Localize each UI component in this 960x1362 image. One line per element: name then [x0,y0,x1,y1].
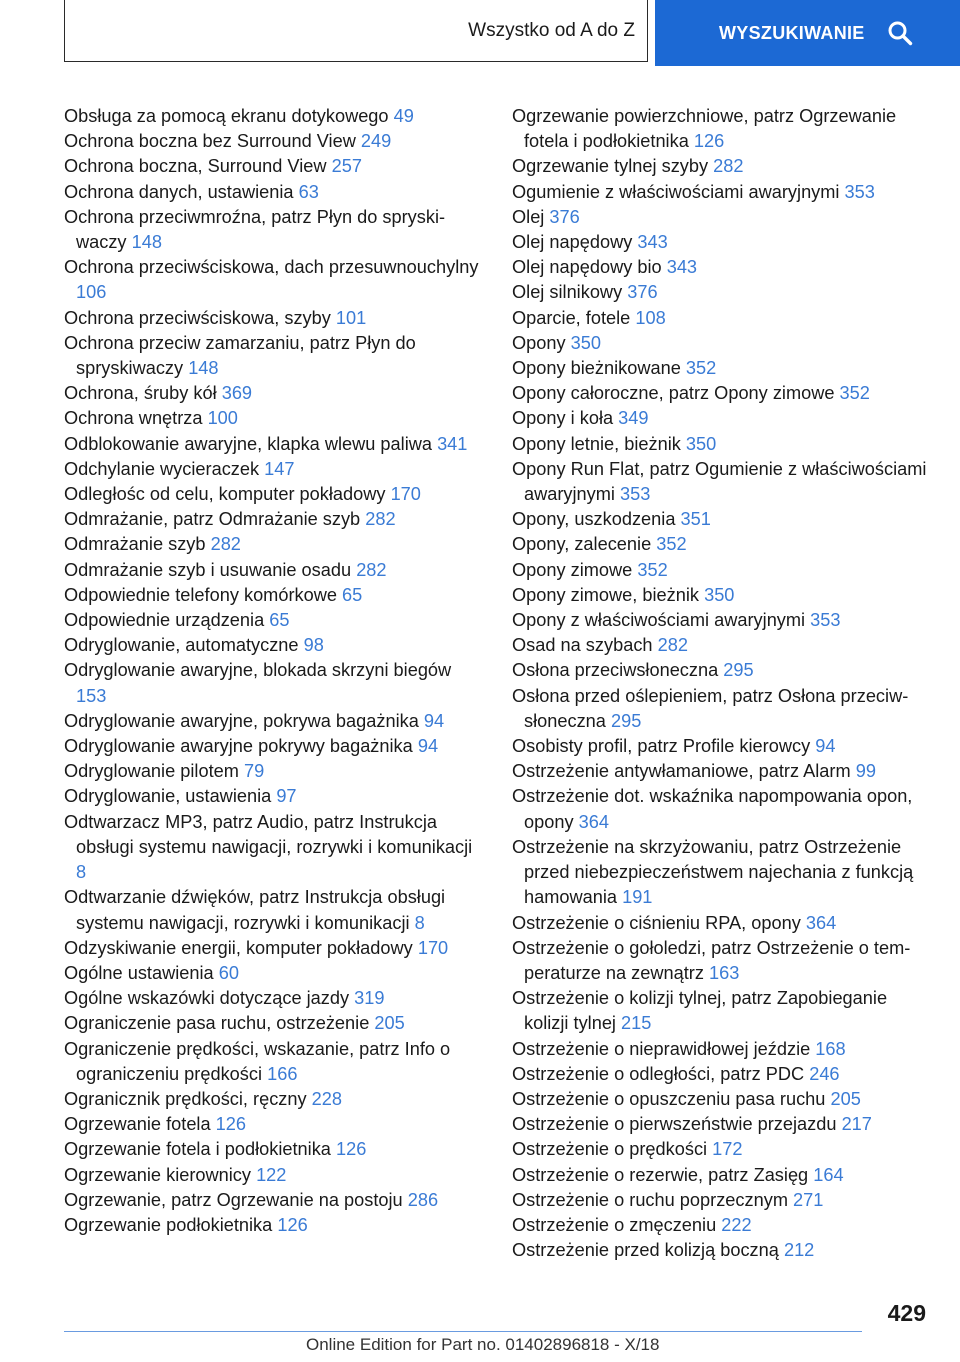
index-entry-text: Odmrażanie, patrz Odmrażanie szyb [64,509,361,530]
tab-search-label: WYSZUKIWANIE [719,22,865,43]
tab-search[interactable] [655,0,960,66]
index-entry-text: Osłona przed oślepieniem, patrz Osłona przeciwsłoneczna [512,685,909,731]
index-entry [64,432,484,457]
page-link[interactable]: 148 [131,232,162,253]
page-link[interactable]: 98 [303,635,324,656]
index-entry [512,835,932,911]
index-entry [64,1011,484,1036]
index-entry-text: Ostrzeżenie na skrzyżowaniu, patrz Ostrzeżenie przed niebezpieczeństwem najechania z funkcją hamowania [512,836,914,908]
index-entry-text: Odryglowanie, automatyczne [64,635,299,656]
index-entry [64,205,484,255]
page-link[interactable]: 212 [783,1240,815,1261]
tab-a-to-z[interactable] [64,0,648,62]
index-entry-text: Ostrzeżenie o opuszczeniu pasa ruchu [512,1088,826,1109]
page-link[interactable]: 205 [374,1013,405,1034]
index-entry-text: Odryglowanie pilotem [64,761,239,782]
index-entry [512,230,932,255]
index-column-right [512,104,932,1263]
index-entry [64,1137,484,1162]
page-link[interactable]: 65 [342,584,363,605]
index-entry [512,734,932,759]
index-entry [64,658,484,708]
index-entry-text: Odryglowanie, ustawienia [64,786,272,807]
index-entry [512,1238,932,1263]
index-entry-text: Ostrzeżenie o rezerwie, patrz Zasięg [512,1164,809,1185]
page-link[interactable]: 350 [570,332,602,353]
index-entry [64,936,484,961]
index-entry-text: Ogrzewanie kierownicy [64,1164,251,1185]
index-entry [512,457,932,507]
page-link[interactable]: 168 [815,1038,846,1059]
index-entry-text: Opony z właściwościami awaryjnymi [512,610,806,631]
page-link[interactable]: 257 [331,156,362,177]
index-entry-text: Ogrzewanie powierzchniowe, patrz Ogrzewanie fotela i podłokietnika [512,106,897,152]
index-entry-text: Ochrona przeciw zamarzaniu, patrz Płyn do spryskiwaczy [64,332,416,379]
index-entry-text: Osad na szybach [512,635,653,656]
index-entry [512,255,932,280]
index-entry-text: Odmrażanie szyb i usuwanie osadu [64,559,352,580]
index-entry-text: Opony całoroczne, patrz Opony zimowe [512,383,835,404]
index-entry-text: Ostrzeżenie przed kolizją boczną [512,1240,779,1261]
index-entry-text: Opony [512,332,566,353]
page-link[interactable]: 282 [657,635,688,656]
index-entry-text: Opony, zalecenie [512,534,652,555]
index-entry [64,986,484,1011]
page-link[interactable]: 8 [414,912,425,933]
index-entry [512,1087,932,1112]
index-entry [512,911,932,936]
index-entry [64,129,484,154]
page-link[interactable]: 8 [76,862,87,883]
index-entry [64,306,484,331]
index-entry-text: Odtwarzanie dźwięków, patrz Instrukcja obsługi systemu nawigacji, rozrywki i komunikacji [64,887,446,933]
index-entry [512,432,932,457]
index-entry-text: Obsługa za pomocą ekranu dotykowego [64,106,389,126]
index-entry-text: Ochrona boczna bez Surround View [64,131,356,152]
index-entry-text: Ostrzeżenie dot. wskaźnika napompowania opon, opony [512,786,913,832]
page-link[interactable]: 191 [622,887,653,908]
index-entry-text: Olej napędowy [512,232,633,253]
index-entry [64,104,484,129]
index-entry-text: Odchylanie wycieraczek [64,458,260,479]
page-link[interactable]: 353 [620,484,651,505]
page-link[interactable]: 222 [721,1214,752,1235]
page-link[interactable]: 163 [709,962,740,983]
index-column-left [64,104,484,1238]
page-link[interactable]: 108 [635,307,666,328]
page-link[interactable]: 106 [76,282,107,303]
page-link[interactable]: 172 [712,1139,743,1160]
index-entry-text: Olej silnikowy [512,282,623,303]
index-entry-text: Ostrzeżenie o ciśnieniu RPA, opony [512,912,801,933]
index-entry [512,936,932,986]
index-entry-text: Ostrzeżenie o gołoledzi, patrz Ostrzeżenie o temperaturze na zewnątrz [512,937,911,983]
index-entry [64,810,484,886]
header-bar [0,0,960,66]
index-entry-text: Odzyskiwanie energii, komputer pokładowy [64,937,413,958]
index-entry-text: Ochrona, śruby kół [64,383,217,404]
index-entry-text: Ostrzeżenie o odległości, patrz PDC [512,1063,805,1084]
page-link[interactable]: 353 [810,610,841,631]
page-link[interactable]: 101 [335,307,367,328]
index-entry [64,1037,484,1087]
index-entry-text: Ostrzeżenie o ruchu poprzecznym [512,1189,788,1210]
index-entry-text: Ograniczenie prędkości, wskazanie, patrz Info o ograniczeniu prędkości [64,1038,451,1084]
index-entry [512,280,932,305]
page-link[interactable]: 341 [437,433,468,454]
page-link[interactable]: 94 [815,736,836,757]
index-entry-text: Ograniczenie pasa ruchu, ostrzeżenie [64,1013,370,1034]
index-entry-text: Ogumienie z właściwościami awaryjnymi [512,181,840,202]
index-entry [512,1137,932,1162]
search-icon [887,20,913,46]
index-entry-text: Opony bieżnikowane [512,358,681,379]
index-entry-text: Ochrona przeciwmroźna, patrz Płyn do spryskiwaczy [64,206,446,253]
page-link[interactable]: 147 [264,458,295,479]
page-link[interactable]: 153 [76,685,107,706]
index-entry-text: Ostrzeżenie o nieprawidłowej jeździe [512,1038,811,1059]
page-link[interactable]: 164 [813,1164,844,1185]
index-entry-text: Osobisty profil, patrz Profile kierowcy [512,736,811,757]
index-entry [64,709,484,734]
page-link[interactable]: 352 [839,383,870,404]
index-entry [64,1188,484,1213]
index-entry-text: Odtwarzacz MP3, patrz Audio, patrz Instrukcja obsługi systemu nawigacji, rozrywki i komunikacji [64,811,473,857]
index-entry-text: Ostrzeżenie antywłamaniowe, patrz Alarm [512,761,851,782]
index-entry [512,759,932,784]
page-link[interactable]: 350 [704,584,735,605]
page-link[interactable]: 94 [417,736,439,757]
page-link[interactable]: 126 [693,131,725,152]
index-entry-text: Ogrzewanie, patrz Ogrzewanie na postoju [64,1189,403,1210]
index-entry-text: Osłona przeciwsłoneczna [512,660,719,681]
index-entry [512,507,932,532]
index-entry [512,356,932,381]
page-link[interactable]: 282 [365,509,396,530]
page-link[interactable]: 228 [311,1088,343,1109]
index-entry-text: Ochrona przeciwściskowa, szyby [64,307,331,328]
index-entry [64,608,484,633]
index-entry [512,1188,932,1213]
index-entry [512,558,932,583]
page-link[interactable]: 99 [855,761,876,782]
index-entry [512,583,932,608]
index-entry [512,406,932,431]
page-link[interactable]: 350 [685,433,717,454]
index-entry [64,532,484,557]
index-entry [512,180,932,205]
page-link[interactable]: 63 [298,181,319,202]
index-entry-text: Odmrażanie szyb [64,534,206,555]
index-entry-text: Ochrona danych, ustawienia [64,181,294,202]
page-link[interactable]: 282 [356,559,387,580]
page-link[interactable]: 351 [680,509,711,530]
page-link[interactable]: 271 [793,1189,824,1210]
index-entry [512,331,932,356]
index-entry-text: Ostrzeżenie o prędkości [512,1139,708,1160]
index-entry [64,1213,484,1238]
index-entry-text: Ochrona wnętrza [64,408,203,429]
tab-a-to-z-label: Wszystko od A do Z [468,19,635,41]
index-entry [64,381,484,406]
page-link[interactable]: 369 [221,383,253,404]
page-link[interactable]: 249 [360,131,392,152]
index-entry [512,986,932,1036]
footer-divider [64,1331,862,1332]
index-entry [64,961,484,986]
page-link[interactable]: 295 [723,660,754,681]
index-entry [64,482,484,507]
index-entry-text: Ogólne ustawienia [64,962,214,983]
page-link[interactable]: 295 [610,710,642,731]
index-entry [64,331,484,381]
index-entry-text: Odpowiednie urządzenia [64,610,265,631]
page-link[interactable]: 364 [805,912,837,933]
index-entry-text: Ostrzeżenie o kolizji tylnej, patrz Zapobieganie kolizji tylnej [512,988,888,1034]
index-entry-text: Olej [512,206,545,227]
index-entry [512,104,932,154]
index-entry-text: Opony zimowe [512,559,633,580]
index-entry-text: Odryglowanie awaryjne pokrywy bagażnika [64,736,413,757]
page-link[interactable]: 349 [618,408,649,429]
index-entry-text: Odblokowanie awaryjne, klapka wlewu paliwa [64,433,432,454]
index-entry [64,154,484,179]
page-link[interactable]: 100 [207,408,238,429]
index-entry [512,381,932,406]
page-link[interactable]: 49 [393,106,414,126]
index-entry [512,633,932,658]
index-entry [512,784,932,834]
index-entry [512,306,932,331]
index-entry [512,1037,932,1062]
page-link[interactable]: 319 [354,988,385,1009]
index-entry-text: Opony i koła [512,408,614,429]
page-link[interactable]: 364 [578,811,609,832]
index-entry [64,759,484,784]
page-link[interactable]: 126 [277,1214,308,1235]
page-link[interactable]: 65 [269,610,290,631]
index-entry-text: Ostrzeżenie o pierwszeństwie przejazdu [512,1114,837,1135]
index-entry-text: Ochrona boczna, Surround View [64,156,327,177]
page-link[interactable]: 376 [627,282,658,303]
index-entry [64,457,484,482]
index-entry [512,658,932,683]
page-link[interactable]: 94 [423,710,445,731]
page-link[interactable]: 126 [215,1114,247,1135]
page-link[interactable]: 170 [417,937,449,958]
index-entry-text: Ogrzewanie fotela [64,1114,211,1135]
page-link[interactable]: 352 [656,534,687,555]
index-entry-text: Ogranicznik prędkości, ręczny [64,1088,307,1109]
index-entry [64,784,484,809]
index-entry [64,1163,484,1188]
index-entry [64,583,484,608]
index-entry [512,1163,932,1188]
page-link[interactable]: 343 [666,257,698,278]
footer-edition: Online Edition for Part no. 01402896818 - X/18 [306,1335,660,1354]
index-entry-text: Ochrona przeciwściskowa, dach przesuwnouchylny [64,257,479,278]
index-entry-text: Odległośc od celu, komputer pokładowy [64,484,386,505]
index-entry [64,885,484,935]
index-entry [64,507,484,532]
index-entry [64,406,484,431]
page-link[interactable]: 353 [844,181,875,202]
page-link[interactable]: 79 [243,761,265,782]
index-entry-text: Odryglowanie awaryjne, blokada skrzyni biegów [64,660,452,681]
page-link[interactable]: 60 [218,962,239,983]
page-link[interactable]: 205 [830,1088,861,1109]
page-link[interactable]: 126 [335,1139,367,1160]
page-link[interactable]: 215 [621,1013,652,1034]
page-link[interactable]: 170 [390,484,421,505]
index-entry-text: Opony zimowe, bieżnik [512,584,700,605]
index-entry-text: Odpowiednie telefony komórkowe [64,584,337,605]
index-entry [64,633,484,658]
index-entry-text: Ogrzewanie fotela i podłokietnika [64,1139,331,1160]
page-link[interactable]: 286 [407,1189,439,1210]
index-entry [64,255,484,305]
index-entry [64,734,484,759]
page-link[interactable]: 282 [210,534,241,555]
index-entry-text: Ogólne wskazówki dotyczące jazdy [64,988,350,1009]
index-entry-text: Ogrzewanie podłokietnika [64,1214,273,1235]
index-entry-text: Oparcie, fotele [512,307,631,328]
page-link[interactable]: 148 [188,358,219,379]
page-link[interactable]: 246 [809,1063,840,1084]
page-link[interactable]: 376 [549,206,580,227]
index-entry-text: Ogrzewanie tylnej szyby [512,156,709,177]
index-entry-text: Opony letnie, bieżnik [512,433,681,454]
page-link[interactable]: 282 [713,156,744,177]
index-entry [512,684,932,734]
page-link[interactable]: 352 [637,559,668,580]
index-entry [512,532,932,557]
index-entry [512,1062,932,1087]
index-entry [64,558,484,583]
index-entry-text: Opony, uszkodzenia [512,509,676,530]
page-number: 429 [887,1300,926,1326]
page-link[interactable]: 352 [685,358,717,379]
index-entry-text: Ostrzeżenie o zmęczeniu [512,1214,717,1235]
page-link[interactable]: 97 [276,786,297,807]
index-entry [512,1213,932,1238]
page-link[interactable]: 166 [267,1063,298,1084]
index-entry [512,1112,932,1137]
index-entry [512,608,932,633]
index-entry [512,205,932,230]
index-entry-text: Odryglowanie awaryjne, pokrywa bagażnika [64,710,419,731]
page-link[interactable]: 343 [637,232,668,253]
page-link[interactable]: 122 [256,1164,287,1185]
index-entry-text: Olej napędowy bio [512,257,662,278]
index-entry [512,154,932,179]
page-link[interactable]: 217 [841,1114,872,1135]
index-entry [64,1112,484,1137]
index-entry [64,1087,484,1112]
index-entry-text: Opony Run Flat, patrz Ogumienie z właściwościami awaryjnymi [512,458,927,505]
index-entry [64,180,484,205]
